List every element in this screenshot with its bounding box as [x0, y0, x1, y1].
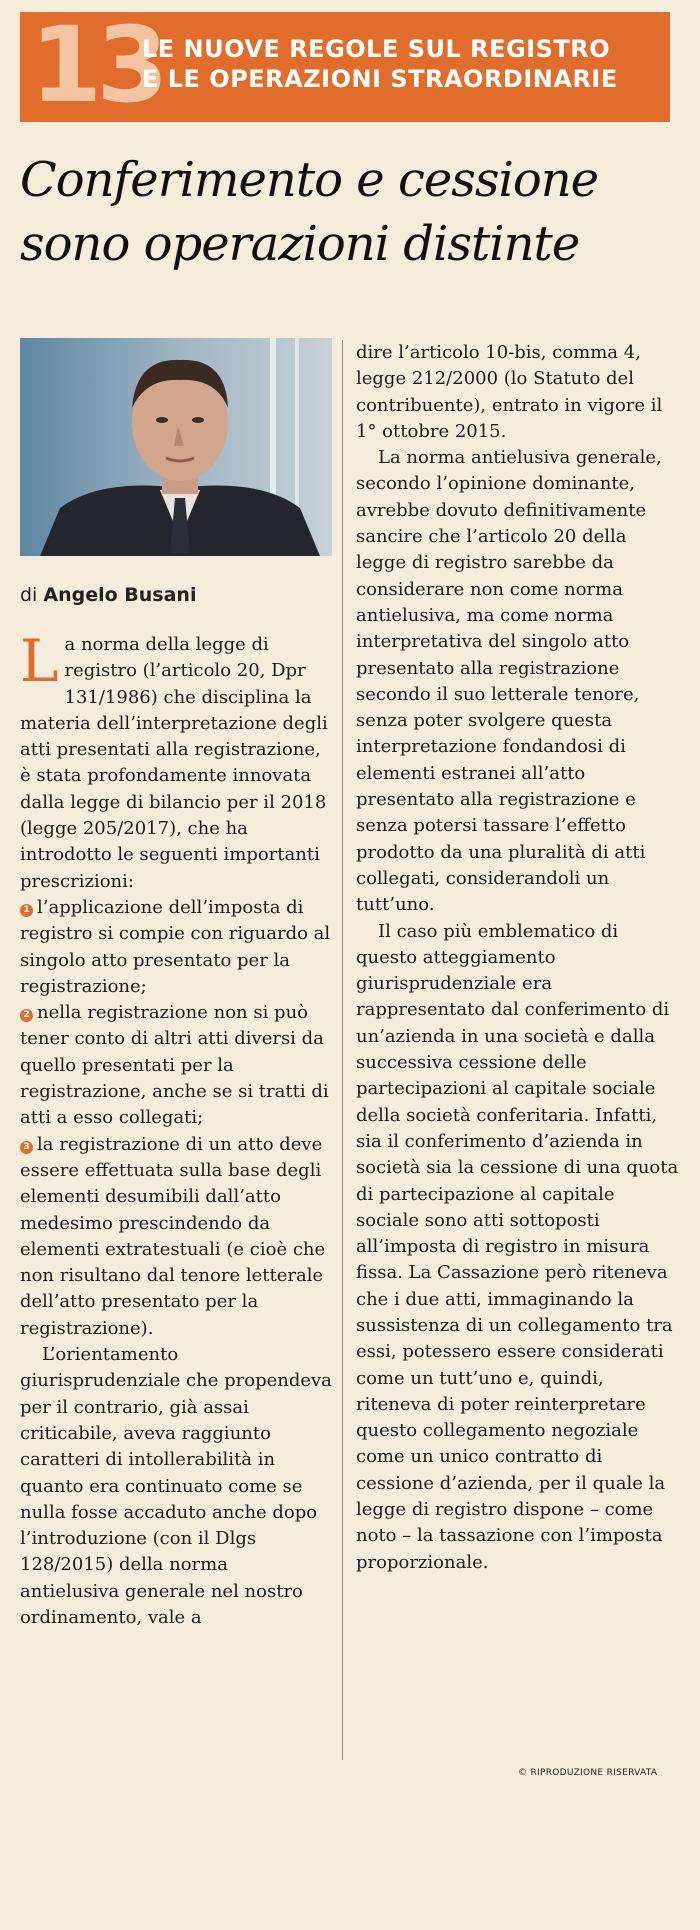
- list-item: [20, 895, 332, 1000]
- headline-line-1: Conferimento e cessione: [20, 152, 599, 208]
- article-column-right: [356, 340, 682, 1576]
- column-divider: [342, 340, 343, 1760]
- section-banner: [20, 4, 670, 126]
- author-photo: [20, 338, 332, 556]
- author-portrait-image: [20, 338, 332, 556]
- kicker-line-1: LE NUOVE REGOLE SUL REGISTRO: [142, 35, 611, 63]
- byline-prefix: di: [20, 584, 38, 606]
- copyright-notice: © RIPRODUZIONE RISERVATA: [518, 1768, 658, 1778]
- kicker-line-2: E LE OPERAZIONI STRAORDINARIE: [142, 65, 618, 93]
- list-item-text: la registrazione di un atto deve essere effettuata sulla base degli elementi desumibili dall’atto medesimo prescindendo da elementi extratestuali (e cioè che non risultano dal tenore letterale dell’atto presentato per la registrazione).: [20, 1133, 326, 1339]
- byline: [20, 584, 196, 606]
- list-marker-1-icon: 1: [20, 904, 33, 917]
- paragraph-4: Il caso più emblematico di questo atteggiamento giurisprudenziale era rappresentato dal conferimento di un’azienda in una società e dalla successiva cessione delle partecipazioni al capitale sociale della società conferitaria. Infatti, sia il conferimento d’azienda in società sia la cessione di una quota di partecipazione al capitale sociale sono atti sottoposti all’imposta di registro in misura fissa. La Cassazione però riteneva che i due atti, immaginando la sussistenza di un collegamento tra essi, potessero essere considerati come un tutt’uno e, quindi, riteneva di poter reinterpretare questo collegamento negoziale come un unico contratto di cessione d’azienda, per il quale la legge di registro dispone – come noto – la tassazione con l’imposta proporzionale.: [356, 920, 679, 1573]
- article-headline: [20, 148, 680, 276]
- intro-text: a norma della legge di registro (l’articolo 20, Dpr 131/1986) che disciplina la materia dell’interpretazione degli atti presentati alla registrazione, è stata profondamente innovata dalla legge di bilancio per il 2018 (legge 205/2017), che ha introdotto le seguenti importanti prescrizioni:: [20, 634, 328, 892]
- paragraph-2-continued: dire l’articolo 10-bis, comma 4, legge 212/2000 (lo Statuto del contribuente), entrato in vigore il 1° ottobre 2015.: [356, 342, 663, 442]
- list-item: [20, 1000, 332, 1131]
- section-kicker: [142, 34, 618, 94]
- list-item: [20, 1132, 332, 1342]
- author-name: Angelo Busani: [43, 584, 197, 606]
- paragraph-2: L’orientamento giurisprudenziale che propendeva per il contrario, già assai criticabile, aveva raggiunto caratteri di intollerabilità in quanto era continuato come se nulla fosse accaduto anche dopo l’introduzione (con il Dlgs 128/2015) della norma antielusiva generale nel nostro ordinamento, vale a: [20, 1344, 332, 1628]
- headline-line-2: sono operazioni distinte: [20, 216, 580, 272]
- section-number: 13: [30, 4, 163, 126]
- list-item-text: l’applicazione dell’imposta di registro si compie con riguardo al singolo atto presentato per la registrazione;: [20, 896, 331, 997]
- intro-paragraph: [20, 627, 332, 895]
- article-column-left: [20, 627, 332, 1631]
- drop-cap: L: [20, 627, 59, 695]
- list-marker-3-icon: 3: [20, 1141, 33, 1154]
- list-item-text: nella registrazione non si può tener conto di altri atti diversi da quello presentati per la registrazione, anche se si tratti di atti a esso collegati;: [20, 1002, 329, 1129]
- list-marker-2-icon: 2: [20, 1009, 33, 1022]
- paragraph-3: La norma antielusiva generale, secondo l’opinione dominante, avrebbe dovuto definitivamente sancire che l’articolo 20 della legge di registro sarebbe da considerare non come norma antielusiva, ma come norma interpretativa del singolo atto presentato alla registrazione secondo il suo letterale tenore, senza poter svolgere questa interpretazione fondandosi di elementi estranei all’atto presentato alla registrazione e senza potersi tassare l’effetto prodotto da una pluralità di atti collegati, considerandoli un tutt’uno.: [356, 447, 662, 916]
